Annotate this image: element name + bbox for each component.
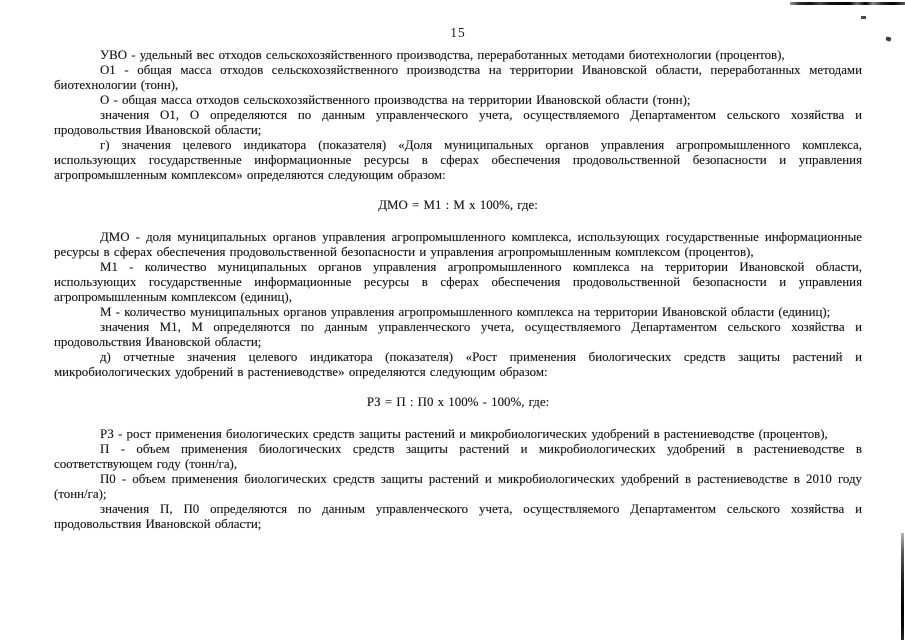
document-body (54, 48, 862, 532)
scan-artifact-speck-1 (861, 16, 866, 19)
paragraph-o1-definition: О1 - общая масса отходов сельскохозяйственного производства на территории Ивановской области, переработанных методами биотехнологии (тонн), (54, 63, 862, 92)
paragraph-p0-definition: П0 - объем применения биологических средств защиты растений и микробиологических удобрений в растениеводстве в 2010 году (тонн/га); (54, 472, 862, 501)
formula-dmo: ДМО = М1 : М х 100%, где: (378, 198, 538, 212)
paragraph-rz-definition: РЗ - рост применения биологических средств защиты растений и микробиологических удобрений в растениеводстве (процентов), (100, 427, 828, 441)
paragraph-o1-o-source: значения О1, О определяются по данным управленческого учета, осуществляемого Департаментом сельского хозяйства и продовольствия Ивановской области; (54, 108, 862, 137)
paragraph-o-definition: О - общая масса отходов сельскохозяйственного производства на территории Ивановской области (тонн); (100, 93, 691, 107)
scan-artifact-speck-2 (886, 36, 892, 41)
paragraph-item-d: д) отчетные значения целевого индикатора (показателя) «Рост применения биологических средств защиты растений и микробиологических удобрений в растениеводстве» определяются следующим образом: (54, 350, 862, 379)
paragraph-m1-definition: М1 - количество муниципальных органов управления агропромышленного комплекса на территории Ивановской области, использующих государственные информационные ресурсы в сферах обеспечения продовольственной безопасности и управления агропромышленным комплексом (единиц), (54, 260, 862, 304)
paragraph-m-definition: М - количество муниципальных органов управления агропромышленного комплекса на территории Ивановской области (единиц); (100, 305, 831, 319)
formula-rz: РЗ = П : П0 х 100% - 100%, где: (366, 395, 550, 409)
scan-artifact-right-edge-line (901, 533, 904, 640)
paragraph-p-p0-source: значения П, П0 определяются по данным управленческого учета, осуществляемого Департаментом сельского хозяйства и продовольствия Ивановской области; (54, 502, 862, 531)
scan-artifact-top-line (790, 2, 905, 5)
page-number: 15 (450, 25, 466, 40)
paragraph-p-definition: П - объем применения биологических средств защиты растений и микробиологических удобрений в растениеводстве в соответствующем году (тонн/га), (54, 442, 862, 471)
paragraph-dmo-definition: ДМО - доля муниципальных органов управления агропромышленного комплекса, использующих государственные информационные ресурсы в сферах обеспечения продовольственной безопасности и управления агропромышленным комплексом (процентов), (54, 230, 862, 259)
paragraph-item-g: г) значения целевого индикатора (показателя) «Доля муниципальных органов управления агропромышленного комплекса, использующих государственные информационные ресурсы в сферах обеспечения продовольственной безопасности и управления агропромышленным комплексом» определяются следующим образом: (54, 138, 862, 182)
paragraph-m1-m-source: значения М1, М определяются по данным управленческого учета, осуществляемого Департаментом сельского хозяйства и продовольствия Ивановской области; (54, 320, 862, 349)
paragraph-uvo-definition: УВО - удельный вес отходов сельскохозяйственного производства, переработанных методами биотехнологии (процентов), (100, 48, 785, 62)
